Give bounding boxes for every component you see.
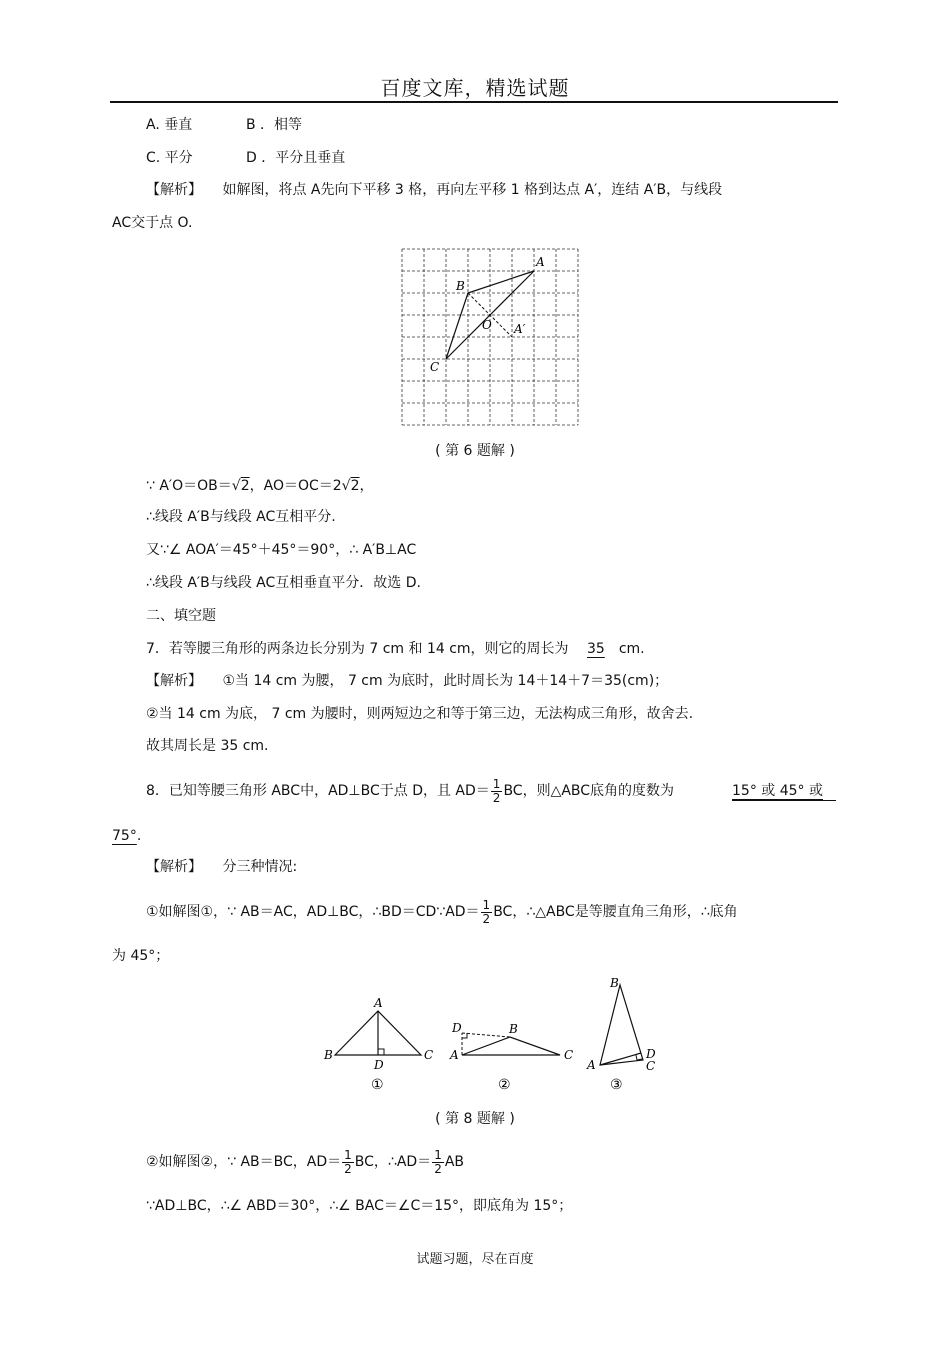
section-title: 二、填空题: [146, 608, 216, 624]
q7-stem-pre: 7．若等腰三角形的两条边长分别为 7 cm 和 14 cm，则它的周长为: [146, 641, 569, 657]
q6-line1-radicand: 2: [240, 478, 250, 494]
q6-jiexi-text2: AC交于点 O.: [112, 215, 193, 231]
figure-1: [335, 1011, 421, 1055]
q6-jiexi-text: 如解图，将点 A先向下平移 3 格，再向左平移 1 格到达点 A′，连结 A′B，与线段: [222, 182, 723, 198]
fig2-number: ②: [498, 1077, 511, 1093]
fig3-label-a: A: [587, 1058, 596, 1072]
figure-2: [462, 1033, 560, 1055]
q8-figure-caption: ( 第 8 题解 ): [435, 1111, 515, 1127]
fig3-number: ③: [610, 1077, 623, 1093]
option-a: A. 垂直: [146, 117, 193, 133]
q6-jiexi-tag: 【解析】: [146, 182, 202, 198]
q6-line4: ∴线段 A′B与线段 AC互相垂直平分．故选 D.: [146, 575, 421, 591]
label-b: B: [456, 279, 465, 293]
fig2-label-d: D: [452, 1021, 462, 1035]
header-rule: [110, 101, 838, 103]
q8-answer-part1: 15° 或 45° 或: [732, 783, 823, 799]
q7-stem: [146, 639, 645, 659]
fraction-one-half: $\frac{1}{2}$: [482, 897, 491, 926]
fig3-label-d: D: [646, 1047, 656, 1061]
sqrt-sign-2: √: [341, 478, 351, 494]
q7-line2: ②当 14 cm 为底， 7 cm 为腰时，则两短边之和等于第三边，无法构成三角形，故舍去.: [146, 706, 694, 722]
q8-case2-line2: ∵AD⊥BC，∴∠ ABD＝30°，∴∠ BAC＝∠C＝15°，即底角为 15°；: [146, 1198, 573, 1214]
figure-3: [600, 985, 643, 1065]
q8-case1-post: BC，∴△ABC是等腰直角三角形，∴底角: [493, 904, 738, 920]
q6-line1-end: ，: [359, 478, 374, 494]
label-a-prime: A′: [514, 322, 526, 336]
q6-line1: [146, 476, 374, 496]
q6-line1-radicand-2: 2: [350, 478, 360, 494]
label-c: C: [430, 360, 440, 374]
q6-line1-mid: ，AO＝OC＝2: [249, 478, 342, 494]
q7-line1: ①当 14 cm 为腰， 7 cm 为底时，此时周长为 14＋14＋7＝35(cm)；: [222, 673, 669, 689]
fraction-one-half: $\frac{1}{2}$: [344, 1147, 352, 1176]
q6-line2: ∴线段 A′B与线段 AC互相平分.: [146, 509, 336, 525]
q8-answer-rule: [732, 800, 836, 801]
fig2-label-b: B: [509, 1022, 518, 1036]
fig2-label-a: A: [450, 1048, 459, 1062]
q7-line3: 故其周长是 35 cm.: [146, 738, 269, 754]
q8-case2-post: AB: [444, 1154, 465, 1170]
q8-case1-line2: 为 45°；: [112, 948, 170, 964]
option-d: D ．平分且垂直: [246, 150, 346, 166]
q6-line1-pre: ∵ A′O＝OB＝: [146, 478, 232, 494]
q7-stem-post: cm.: [618, 641, 645, 657]
sqrt-sign: √: [231, 478, 241, 494]
fraction-one-half-2: $\frac{1}{2}$: [434, 1147, 442, 1176]
fig1-label-b: B: [324, 1048, 333, 1062]
q8-stem-post: BC，则△ABC底角的度数为: [503, 783, 675, 799]
q8-figures: [320, 975, 665, 1097]
fraction-one-half: $\frac{1}{2}$: [492, 776, 501, 805]
option-c: C. 平分: [146, 150, 193, 166]
q6-analysis-line: [146, 180, 722, 200]
q6-grid-figure: [400, 247, 582, 429]
segment-bc: [446, 293, 468, 359]
q7-jiexi-tag: 【解析】: [146, 673, 202, 689]
fig1-label-d: D: [374, 1058, 384, 1072]
fig3-label-c: C: [646, 1059, 656, 1073]
q8-stem-pre: 8．已知等腰三角形 ABC中，AD⊥BC于点 D，且 AD＝: [146, 783, 490, 799]
option-b: B ．相等: [246, 117, 303, 133]
segment-ab: [468, 271, 534, 293]
q8-jiexi-tag: 【解析】: [146, 859, 202, 875]
grid-lines: [402, 249, 578, 425]
q7-answer: 35: [587, 641, 605, 657]
q6-line3: 又∵∠ AOA′＝45°＋45°＝90°，∴ A′B⊥AC: [146, 542, 417, 558]
q8-case2: [146, 1147, 464, 1177]
q8-case1-pre: ①如解图①，∵ AB＝AC，AD⊥BC，∴BD＝CD∵AD＝: [146, 904, 480, 920]
fig2-label-c: C: [564, 1048, 574, 1062]
q8-answer-part2: 75°.: [112, 828, 142, 844]
fig1-label-c: C: [424, 1048, 434, 1062]
q8-case2-mid: BC，∴AD＝: [354, 1154, 432, 1170]
q8-stem: [146, 776, 674, 806]
label-a: A: [536, 255, 545, 269]
page-header-title: 百度文库，精选试题: [380, 76, 570, 100]
fig3-label-b: B: [610, 976, 619, 990]
fig1-label-a: A: [374, 996, 383, 1010]
q7-analysis-line: [146, 671, 668, 691]
page-footer: 试题习题，尽在百度: [416, 1252, 534, 1267]
label-o: O: [482, 318, 492, 332]
q8-case1: [146, 897, 738, 927]
q8-case2-pre: ②如解图②，∵ AB＝BC，AD＝: [146, 1154, 342, 1170]
q8-analysis-line: [146, 857, 297, 877]
q8-jiexi-text: 分三种情况:: [222, 859, 298, 875]
fig1-number: ①: [371, 1077, 384, 1093]
q6-figure-caption: ( 第 6 题解 ): [435, 443, 515, 459]
